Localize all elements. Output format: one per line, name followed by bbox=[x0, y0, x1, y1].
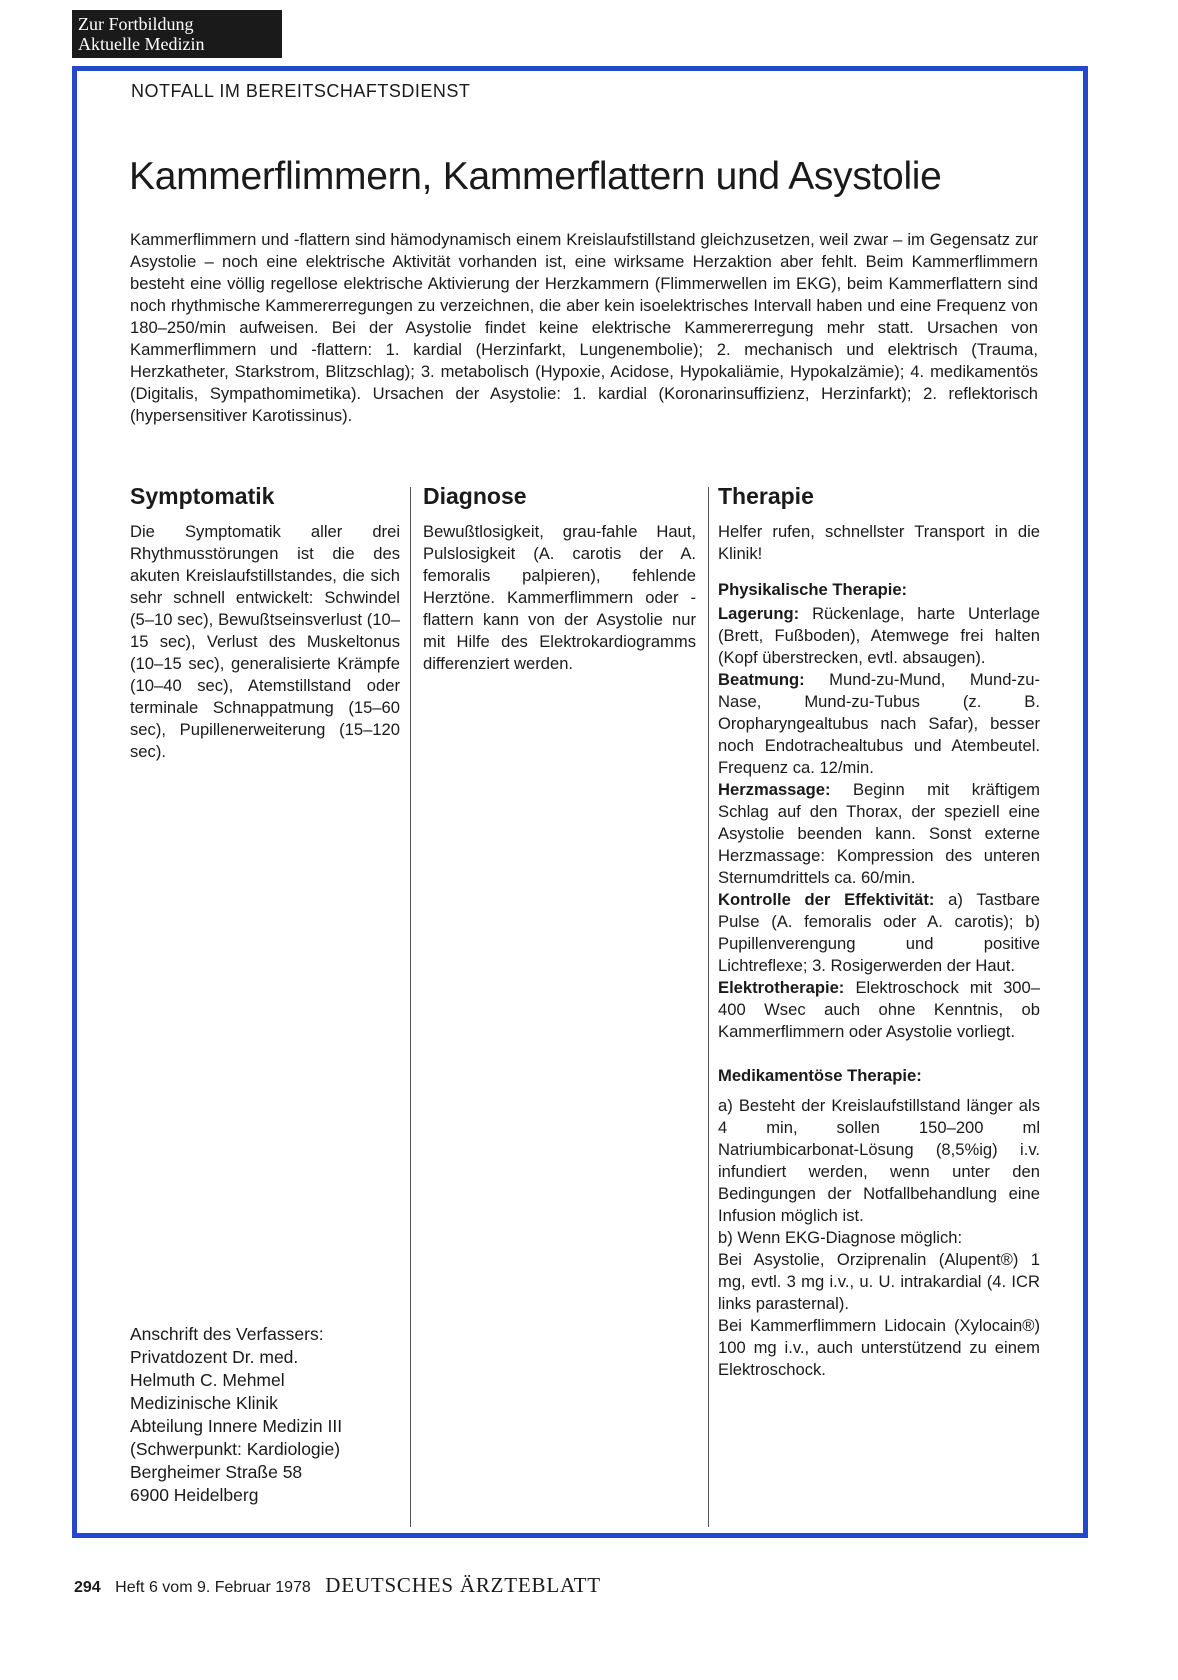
address-line: Privatdozent Dr. med. bbox=[130, 1347, 299, 1367]
magazine-name: DEUTSCHES ÄRZTEBLATT bbox=[325, 1573, 601, 1597]
series-badge bbox=[72, 10, 282, 58]
kontrolle-paragraph bbox=[718, 889, 1040, 977]
symptomatik-text: Die Symptomatik aller drei Rhythmusstörungen ist die des akuten Kreislaufstillstandes, die sich sehr schnell entwickelt: Schwindel (5–10 sec), Bewußtseinsverlust (10–15 sec), Verlust des Muskeltonus (10–15 sec), generalisierte Krämpfe (10–40 sec), Atemstillstand oder terminale Schnappatmung (15–60 sec), Pupillenerweiterung (15–120 sec). bbox=[130, 522, 400, 761]
article-frame bbox=[72, 66, 1088, 1538]
diagnose-heading: Diagnose bbox=[423, 483, 527, 509]
herzmassage-text: Beginn mit kräftigem Schlag auf den Thorax, der speziell eine Asystolie beenden kann. Sonst externe Herzmassage: Kompression des unteren Sternumdrittels ca. 60/min. bbox=[718, 780, 1040, 887]
diagnose-text: Bewußtlosigkeit, grau-fahle Haut, Pulslosigkeit (A. carotis der A. femoralis palpieren), fehlende Herztöne. Kammerflimmern oder -flattern kann von der Asystolie nur mit Hilfe des Elektrokardiogramms differenziert werden. bbox=[423, 522, 696, 673]
herzmassage-paragraph bbox=[718, 779, 1040, 889]
beatmung-label: Beatmung: bbox=[718, 670, 805, 689]
issue-info: Heft 6 vom 9. Februar 1978 bbox=[115, 1579, 311, 1596]
page-number: 294 bbox=[74, 1579, 101, 1596]
author-address bbox=[130, 1323, 342, 1507]
badge-line-2: Aktuelle Medizin bbox=[78, 34, 205, 54]
page-footer bbox=[74, 1573, 601, 1598]
address-line: Helmuth C. Mehmel bbox=[130, 1370, 285, 1390]
therapie-heading: Therapie bbox=[718, 483, 814, 509]
elektrotherapie-text: Elektroschock mit 300–400 Wsec auch ohne Kenntnis, ob Kammerflimmern oder Asystolie vorliegt. bbox=[718, 978, 1040, 1041]
column-divider-1 bbox=[410, 487, 411, 1527]
address-line: 6900 Heidelberg bbox=[130, 1485, 259, 1505]
article-title: Kammerflimmern, Kammerflattern und Asystolie bbox=[129, 155, 942, 198]
kontrolle-label: Kontrolle der Effektivität: bbox=[718, 890, 935, 909]
symptomatik-heading: Symptomatik bbox=[130, 483, 275, 509]
kontrolle-text: a) Tastbare Pulse (A. femoralis oder A. carotis); b) Pupillenverengung und positive Lichtreflexe; 3. Rosigerwerden der Haut. bbox=[718, 890, 1040, 975]
column-divider-2 bbox=[708, 487, 709, 1527]
badge-line-1: Zur Fortbildung bbox=[78, 14, 194, 34]
column-symptomatik bbox=[130, 481, 400, 763]
address-line: Anschrift des Verfassers: bbox=[130, 1324, 324, 1344]
lagerung-label: Lagerung: bbox=[718, 604, 800, 623]
lagerung-paragraph bbox=[718, 603, 1040, 669]
column-therapie bbox=[718, 481, 1040, 1381]
physikalische-therapie-heading: Physikalische Therapie: bbox=[718, 580, 908, 599]
address-line: Medizinische Klinik bbox=[130, 1393, 278, 1413]
lagerung-text: Rückenlage, harte Unterlage (Brett, Fußboden), Atemwege frei halten (Kopf überstrecken, evtl. absaugen). bbox=[718, 604, 1040, 667]
medikation-b: b) Wenn EKG-Diagnose möglich: bbox=[718, 1228, 963, 1247]
herzmassage-label: Herzmassage: bbox=[718, 780, 831, 799]
beatmung-paragraph bbox=[718, 669, 1040, 779]
beatmung-text: Mund-zu-Mund, Mund-zu-Nase, Mund-zu-Tubus (z. B. Oropharyngealtubus nach Safar), besser noch Endotrachealtubus und Atembeutel. Frequenz ca. 12/min. bbox=[718, 670, 1040, 777]
intro-paragraph: Kammerflimmern und -flattern sind hämodynamisch einem Kreislaufstillstand gleichzusetzen, weil zwar – im Gegensatz zur Asystolie – noch eine elektrische Aktivität vorhanden ist, eine wirksame Herzaktion aber fehlt. Beim Kammerflimmern besteht eine völlig regellose elektrische Aktivierung der Herzkammern (Flimmerwellen im EKG), beim Kammerflattern sind noch rhythmische Kammererregungen zu verzeichnen, die aber kein isoelektrisches Intervall haben und eine Frequenz von 180–250/min aufweisen. Bei der Asystolie findet keine elektrische Kammererregung mehr statt. Ursachen von Kammerflimmern und -flattern: 1. kardial (Herzinfarkt, Lungenembolie); 2. mechanisch und elektrisch (Trauma, Herzkatheter, Starkstrom, Blitzschlag); 3. metabolisch (Hypoxie, Acidose, Hypokaliämie, Hypokalzämie); 4. medikamentös (Digitalis, Sympathomimetika). Ursachen der Asystolie: 1. kardial (Koronarinsuffizienz, Herzinfarkt); 2. reflektorisch (hypersensitiver Karotissinus). bbox=[130, 230, 1038, 425]
medikamentoese-therapie-heading: Medikamentöse Therapie: bbox=[718, 1066, 922, 1085]
address-line: Abteilung Innere Medizin III bbox=[130, 1416, 343, 1436]
address-line: Bergheimer Straße 58 bbox=[130, 1462, 303, 1482]
medikation-asystolie: Bei Asystolie, Orziprenalin (Alupent®) 1 mg, evtl. 3 mg i.v., u. U. intrakardial (4. ICR links parasternal). bbox=[718, 1250, 1040, 1313]
medikation-kammerflimmern: Bei Kammerflimmern Lidocain (Xylocain®) 100 mg i.v., auch unterstützend zu einem Elektroschock. bbox=[718, 1316, 1040, 1379]
therapie-intro: Helfer rufen, schnellster Transport in die Klinik! bbox=[718, 522, 1040, 563]
medikation-a: a) Besteht der Kreislaufstillstand länger als 4 min, sollen 150–200 ml Natriumbicarbonat-Lösung (8,5%ig) i.v. infundiert werden, wenn unter den Bedingungen der Notfallbehandlung eine Infusion möglich ist. bbox=[718, 1096, 1040, 1225]
column-diagnose bbox=[423, 481, 696, 675]
elektrotherapie-paragraph bbox=[718, 977, 1040, 1043]
section-label: NOTFALL IM BEREITSCHAFTSDIENST bbox=[131, 81, 471, 101]
elektrotherapie-label: Elektrotherapie: bbox=[718, 978, 845, 997]
address-line: (Schwerpunkt: Kardiologie) bbox=[130, 1439, 341, 1459]
